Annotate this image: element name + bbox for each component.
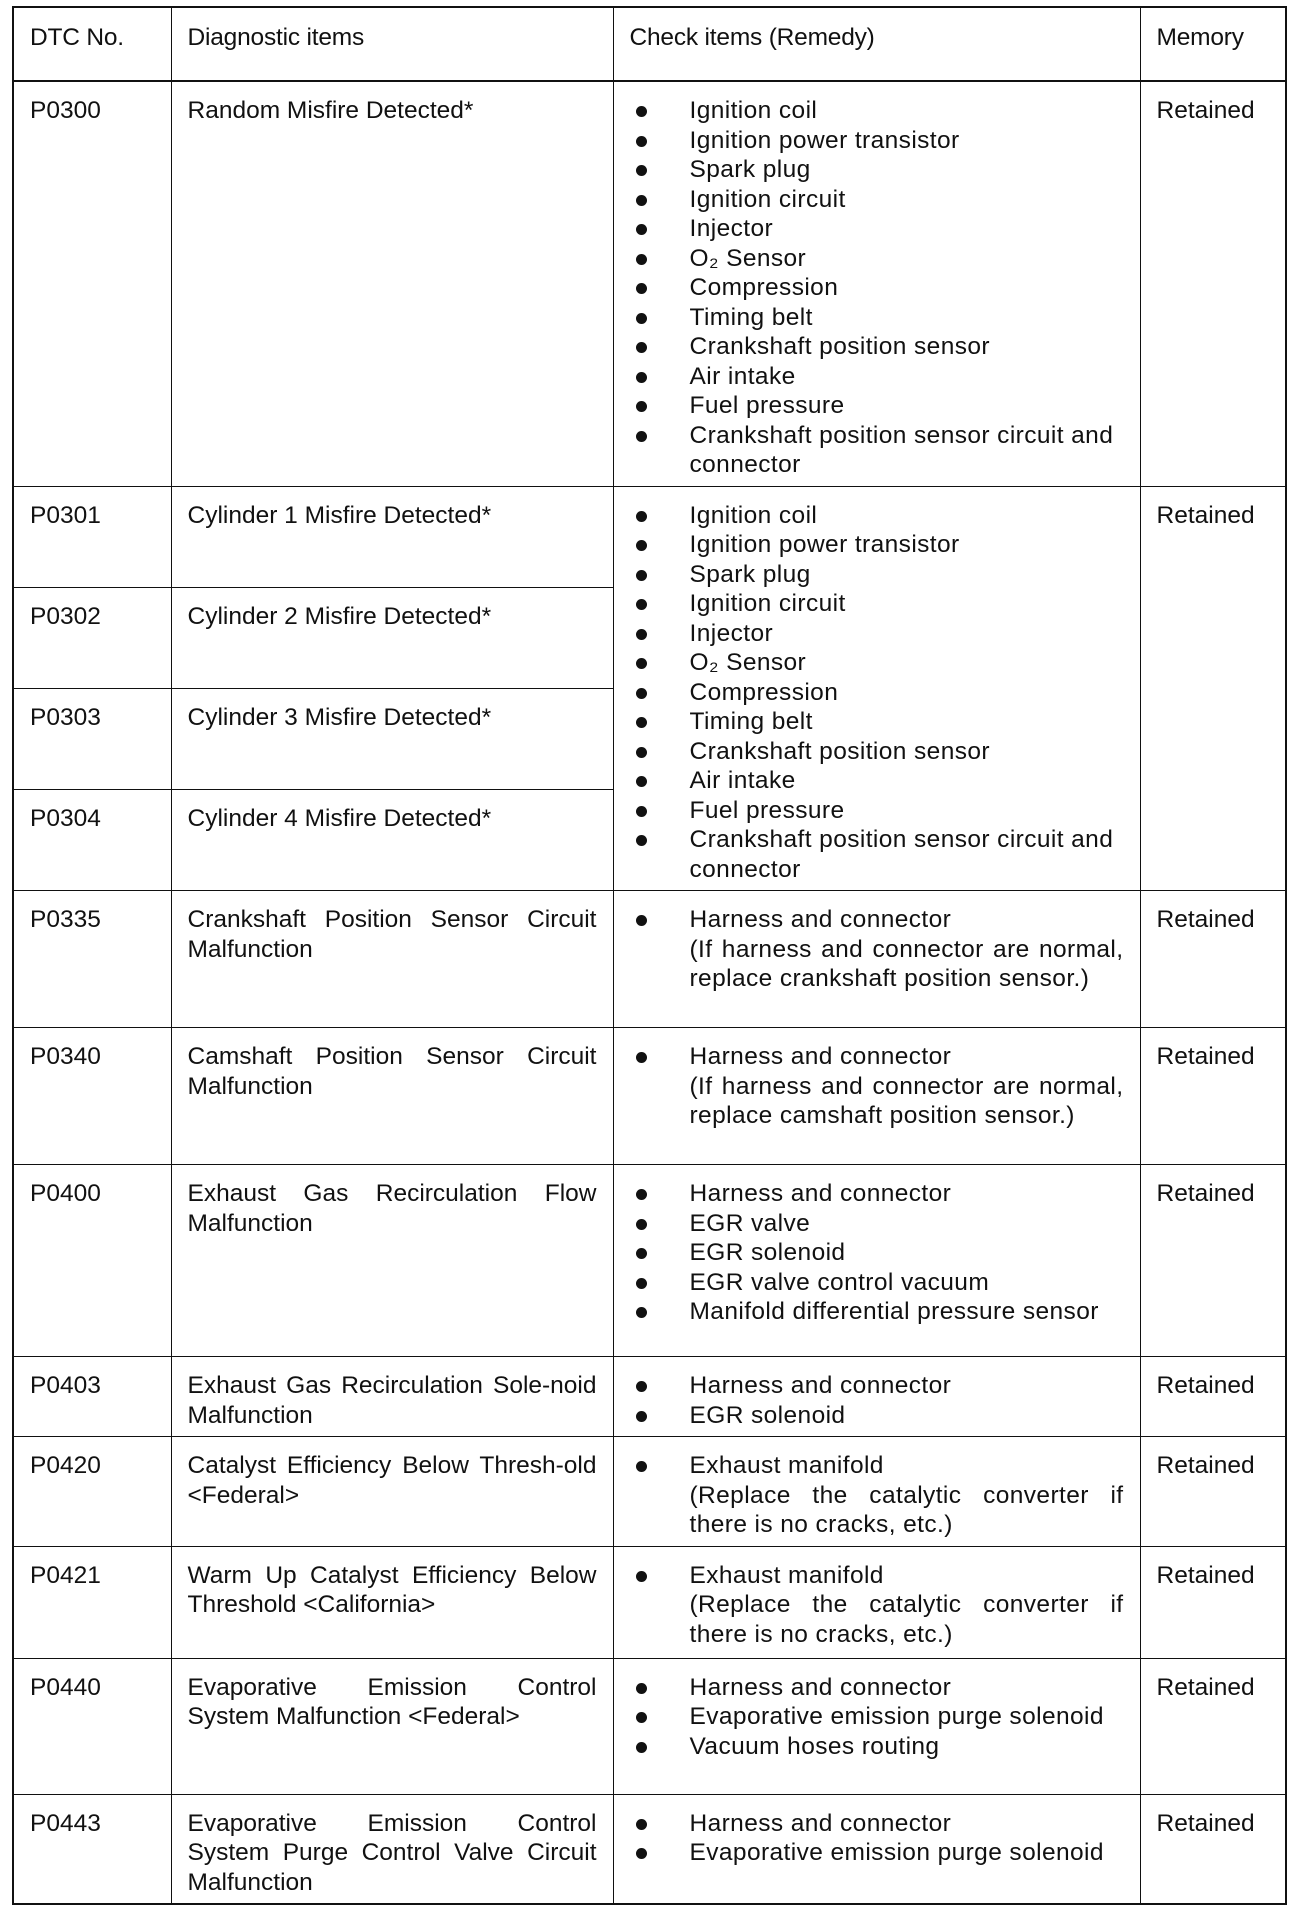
list-item: Vacuum hoses routing	[630, 1732, 1124, 1762]
diagnostic-item: Cylinder 4 Misfire Detected*	[171, 789, 613, 890]
bullet-icon	[636, 1381, 647, 1392]
bullet-icon	[636, 283, 647, 294]
bullet-icon	[636, 629, 647, 640]
list-item: Ignition power transistor	[630, 530, 1124, 560]
diagnostic-item: Exhaust Gas Recirculation Sole-noid Malfunction	[171, 1357, 613, 1437]
list-item: Crankshaft position sensor	[630, 737, 1124, 767]
list-item: Evaporative emission purge solenoid	[630, 1838, 1124, 1868]
list-item: Spark plug	[630, 155, 1124, 185]
dtc-code: P0420	[13, 1437, 171, 1547]
list-item: Timing belt	[630, 303, 1124, 333]
memory-status: Retained	[1140, 891, 1286, 1028]
bullet-icon	[636, 165, 647, 176]
memory-status: Retained	[1140, 1546, 1286, 1658]
list-item: Ignition circuit	[630, 589, 1124, 619]
diagnostic-item: Crankshaft Position Sensor Circuit Malfunction	[171, 891, 613, 1028]
header-check-items: Check items (Remedy)	[613, 7, 1140, 81]
bullet-icon	[636, 1189, 647, 1200]
memory-status: Retained	[1140, 1437, 1286, 1547]
list-item: Manifold differential pressure sensor	[630, 1297, 1124, 1327]
list-item: O₂ Sensor	[630, 244, 1124, 274]
memory-status: Retained	[1140, 81, 1286, 486]
list-item: EGR valve control vacuum	[630, 1268, 1124, 1298]
diagnostic-item: Evaporative Emission Control System Purge Control Valve Circuit Malfunction	[171, 1794, 613, 1904]
list-item: Ignition power transistor	[630, 126, 1124, 156]
dtc-code: P0301	[13, 486, 171, 587]
bullet-icon	[636, 224, 647, 235]
bullet-icon	[636, 658, 647, 669]
header-memory: Memory	[1140, 7, 1286, 81]
bullet-icon	[636, 688, 647, 699]
header-diagnostic-items: Diagnostic items	[171, 7, 613, 81]
diagnostic-item: Warm Up Catalyst Efficiency Below Threshold <California>	[171, 1546, 613, 1658]
check-items	[613, 81, 1140, 486]
bullet-icon	[636, 431, 647, 442]
bullet-icon	[636, 1712, 647, 1723]
dtc-code: P0335	[13, 891, 171, 1028]
list-item: Air intake	[630, 766, 1124, 796]
diagnostic-item: Exhaust Gas Recirculation Flow Malfunction	[171, 1165, 613, 1357]
list-item: Exhaust manifold	[630, 1451, 1124, 1481]
bullet-icon	[636, 401, 647, 412]
bullet-icon	[636, 570, 647, 581]
diagnostic-item: Camshaft Position Sensor Circuit Malfunction	[171, 1028, 613, 1165]
table-row	[13, 1437, 1286, 1547]
list-item: Harness and connector	[630, 1809, 1124, 1839]
list-item: Harness and connector	[630, 1371, 1124, 1401]
dtc-code: P0400	[13, 1165, 171, 1357]
check-items	[613, 1028, 1140, 1165]
check-list	[630, 1561, 1124, 1591]
bullet-icon	[636, 1219, 647, 1230]
memory-status: Retained	[1140, 1794, 1286, 1904]
list-item: Evaporative emission purge solenoid	[630, 1702, 1124, 1732]
table-row	[13, 486, 1286, 587]
bullet-icon	[636, 806, 647, 817]
bullet-icon	[636, 313, 647, 324]
diagnostic-item: Cylinder 1 Misfire Detected*	[171, 486, 613, 587]
check-items	[613, 1165, 1140, 1357]
table-row	[13, 1794, 1286, 1904]
check-list	[630, 1042, 1124, 1072]
check-list	[630, 1179, 1124, 1327]
bullet-icon	[636, 1307, 647, 1318]
bullet-icon	[636, 1819, 647, 1830]
table-row	[13, 1546, 1286, 1658]
check-list	[630, 1371, 1124, 1430]
check-list	[630, 501, 1124, 885]
check-items	[613, 486, 1140, 891]
list-item: O₂ Sensor	[630, 648, 1124, 678]
list-item: EGR solenoid	[630, 1401, 1124, 1431]
diagnostic-item: Cylinder 3 Misfire Detected*	[171, 688, 613, 789]
diagnostic-item: Cylinder 2 Misfire Detected*	[171, 587, 613, 688]
bullet-icon	[636, 776, 647, 787]
dtc-code: P0300	[13, 81, 171, 486]
bullet-icon	[636, 835, 647, 846]
table-row	[13, 1165, 1286, 1357]
check-items	[613, 1794, 1140, 1904]
memory-status: Retained	[1140, 486, 1286, 891]
bullet-icon	[636, 1571, 647, 1582]
memory-status: Retained	[1140, 1165, 1286, 1357]
list-item: Compression	[630, 678, 1124, 708]
list-item: Fuel pressure	[630, 391, 1124, 421]
check-list	[630, 1809, 1124, 1868]
remedy-note: (If harness and connector are normal, replace camshaft position sensor.)	[689, 1072, 1124, 1129]
remedy-note: (If harness and connector are normal, replace crankshaft position sensor.)	[689, 935, 1124, 992]
list-item: Ignition coil	[630, 96, 1124, 126]
list-item: Timing belt	[630, 707, 1124, 737]
bullet-icon	[636, 915, 647, 926]
dtc-code: P0304	[13, 789, 171, 890]
list-item: Injector	[630, 214, 1124, 244]
dtc-code: P0443	[13, 1794, 171, 1904]
check-items	[613, 1437, 1140, 1547]
list-item: Harness and connector	[630, 1179, 1124, 1209]
dtc-table	[12, 6, 1287, 1905]
bullet-icon	[636, 1742, 647, 1753]
table-row	[13, 1658, 1286, 1794]
list-item: EGR valve	[630, 1209, 1124, 1239]
list-item: Compression	[630, 273, 1124, 303]
table-row	[13, 1028, 1286, 1165]
check-list	[630, 1451, 1124, 1481]
list-item: Ignition coil	[630, 501, 1124, 531]
check-items	[613, 1658, 1140, 1794]
list-item: Harness and connector	[630, 1042, 1124, 1072]
remedy-note: (Replace the catalytic converter if there is no cracks, etc.)	[689, 1481, 1124, 1538]
table-row	[13, 81, 1286, 486]
dtc-code: P0302	[13, 587, 171, 688]
memory-status: Retained	[1140, 1028, 1286, 1165]
list-item: Fuel pressure	[630, 796, 1124, 826]
header-dtc-no: DTC No.	[13, 7, 171, 81]
table-row	[13, 1357, 1286, 1437]
list-item: EGR solenoid	[630, 1238, 1124, 1268]
dtc-code: P0403	[13, 1357, 171, 1437]
list-item: Spark plug	[630, 560, 1124, 590]
diagnostic-item: Catalyst Efficiency Below Thresh-old <Federal>	[171, 1437, 613, 1547]
diagnostic-item: Evaporative Emission Control System Malfunction <Federal>	[171, 1658, 613, 1794]
dtc-code: P0303	[13, 688, 171, 789]
list-item: Air intake	[630, 362, 1124, 392]
bullet-icon	[636, 747, 647, 758]
check-items	[613, 891, 1140, 1028]
bullet-icon	[636, 1411, 647, 1422]
list-item: Crankshaft position sensor circuit and connector	[630, 421, 1124, 480]
dtc-code: P0421	[13, 1546, 171, 1658]
check-items	[613, 1546, 1140, 1658]
bullet-icon	[636, 1052, 647, 1063]
bullet-icon	[636, 717, 647, 728]
bullet-icon	[636, 540, 647, 551]
diagnostic-item: Random Misfire Detected*	[171, 81, 613, 486]
bullet-icon	[636, 195, 647, 206]
memory-status: Retained	[1140, 1658, 1286, 1794]
list-item: Harness and connector	[630, 1673, 1124, 1703]
bullet-icon	[636, 1278, 647, 1289]
list-item: Harness and connector	[630, 905, 1124, 935]
dtc-code: P0440	[13, 1658, 171, 1794]
check-items	[613, 1357, 1140, 1437]
memory-status: Retained	[1140, 1357, 1286, 1437]
check-list	[630, 905, 1124, 935]
list-item: Crankshaft position sensor circuit and connector	[630, 825, 1124, 884]
remedy-note: (Replace the catalytic converter if there is no cracks, etc.)	[689, 1591, 1124, 1648]
list-item: Injector	[630, 619, 1124, 649]
bullet-icon	[636, 106, 647, 117]
table-header-row	[13, 7, 1286, 81]
check-list	[630, 96, 1124, 480]
bullet-icon	[636, 1848, 647, 1859]
list-item: Crankshaft position sensor	[630, 332, 1124, 362]
list-item: Exhaust manifold	[630, 1561, 1124, 1591]
bullet-icon	[636, 1248, 647, 1259]
bullet-icon	[636, 372, 647, 383]
check-list	[630, 1673, 1124, 1762]
bullet-icon	[636, 254, 647, 265]
bullet-icon	[636, 1683, 647, 1694]
table-row	[13, 891, 1286, 1028]
bullet-icon	[636, 511, 647, 522]
bullet-icon	[636, 1461, 647, 1472]
dtc-code: P0340	[13, 1028, 171, 1165]
list-item: Ignition circuit	[630, 185, 1124, 215]
bullet-icon	[636, 599, 647, 610]
bullet-icon	[636, 136, 647, 147]
bullet-icon	[636, 342, 647, 353]
